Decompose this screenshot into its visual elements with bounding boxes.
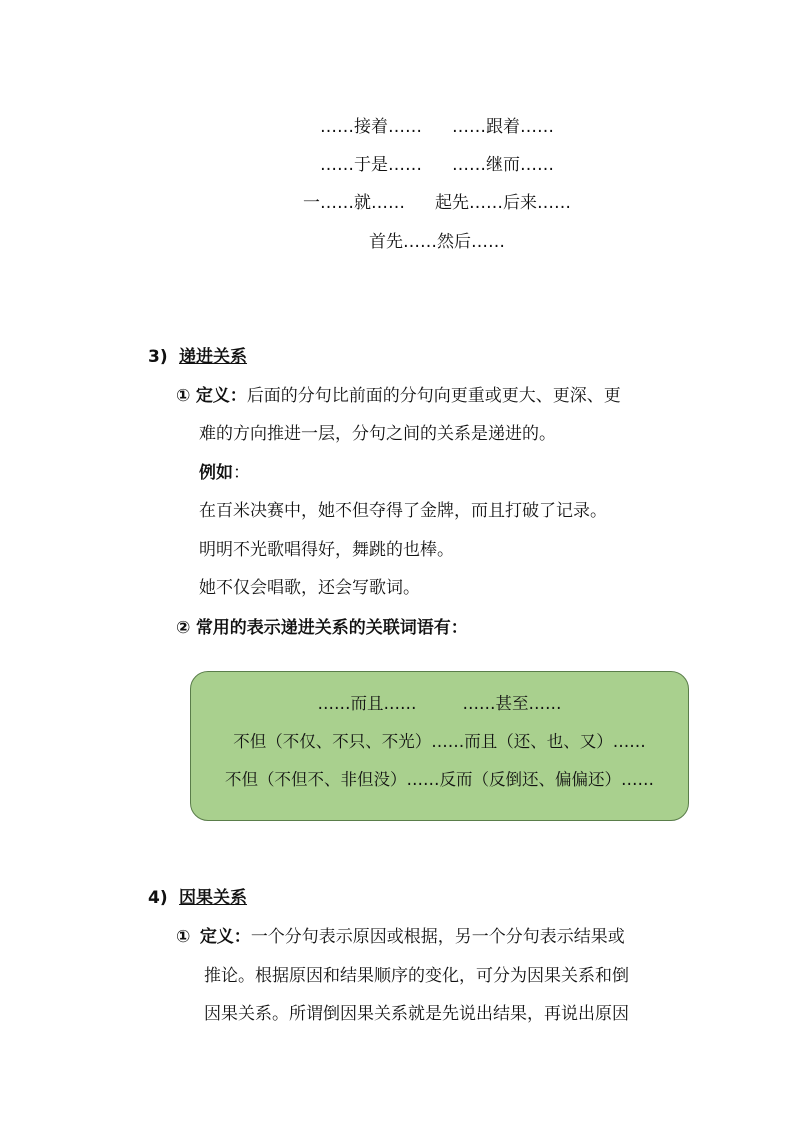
connective-text: ……甚至……: [462, 694, 562, 713]
circled-number-1: ①: [176, 927, 191, 947]
common-connectives-heading: [176, 613, 468, 638]
connective-text: 一……就……: [303, 193, 405, 213]
section-heading-progressive: [148, 342, 247, 367]
connective-text: ……跟着……: [452, 117, 554, 137]
sequence-row-4: [0, 227, 794, 252]
sequence-row-3: [0, 188, 794, 213]
definition-label: 定义：: [199, 927, 251, 947]
definition-text: 后面的分句比前面的分句向更重或更大、更深、更: [246, 386, 621, 406]
box-line-1: [191, 690, 688, 714]
section-number: 4): [148, 888, 168, 908]
example-sentence: 明明不光歌唱得好，舞跳的也棒。: [199, 540, 454, 560]
box-line-3: 不但（不但不、非但没）……反而（反倒还、偏偏还）……: [225, 770, 654, 789]
example-label: 例如: [199, 463, 233, 483]
example-sentence: 她不仅会唱歌，还会写歌词。: [199, 578, 420, 598]
example-sentence: 在百米决赛中，她不但夺得了金牌，而且打破了记录。: [199, 501, 607, 521]
circled-number-2: ②: [176, 618, 191, 638]
section-number: 3): [148, 347, 168, 367]
definition-line-3: 因果关系。所谓倒因果关系就是先说出结果，再说出原因: [204, 1004, 629, 1024]
section-heading-causal: [148, 883, 247, 908]
connective-text: ……而且……: [317, 694, 417, 713]
definition-line-2: 难的方向推进一层，分句之间的关系是递进的。: [199, 424, 556, 444]
example-colon: ：: [233, 463, 250, 483]
connective-text: ……继而……: [452, 155, 554, 175]
definition-line-1: [176, 381, 621, 406]
common-connectives-text: 常用的表示递进关系的关联词语有：: [195, 618, 468, 638]
example-label-line: [199, 458, 250, 483]
definition-line-2: 推论。根据原因和结果顺序的变化，可分为因果关系和倒: [204, 966, 629, 986]
connectives-box: [190, 671, 689, 821]
definition-text: 一个分句表示原因或根据，另一个分句表示结果或: [250, 927, 625, 947]
box-line-2: 不但（不仅、不只、不光）……而且（还、也、又）……: [233, 732, 646, 751]
sequence-row-2: [0, 150, 794, 175]
circled-number-1: ①: [176, 386, 191, 406]
connective-text: 首先……然后……: [369, 232, 505, 252]
connective-text: ……接着……: [320, 117, 422, 137]
section-title: 递进关系: [179, 347, 248, 367]
sequence-row-1: [0, 112, 794, 137]
connective-text: 起先……后来……: [435, 193, 571, 213]
definition-label: 定义：: [195, 386, 247, 406]
definition-line-1: [176, 922, 625, 947]
connective-text: ……于是……: [320, 155, 422, 175]
section-title: 因果关系: [179, 888, 248, 908]
